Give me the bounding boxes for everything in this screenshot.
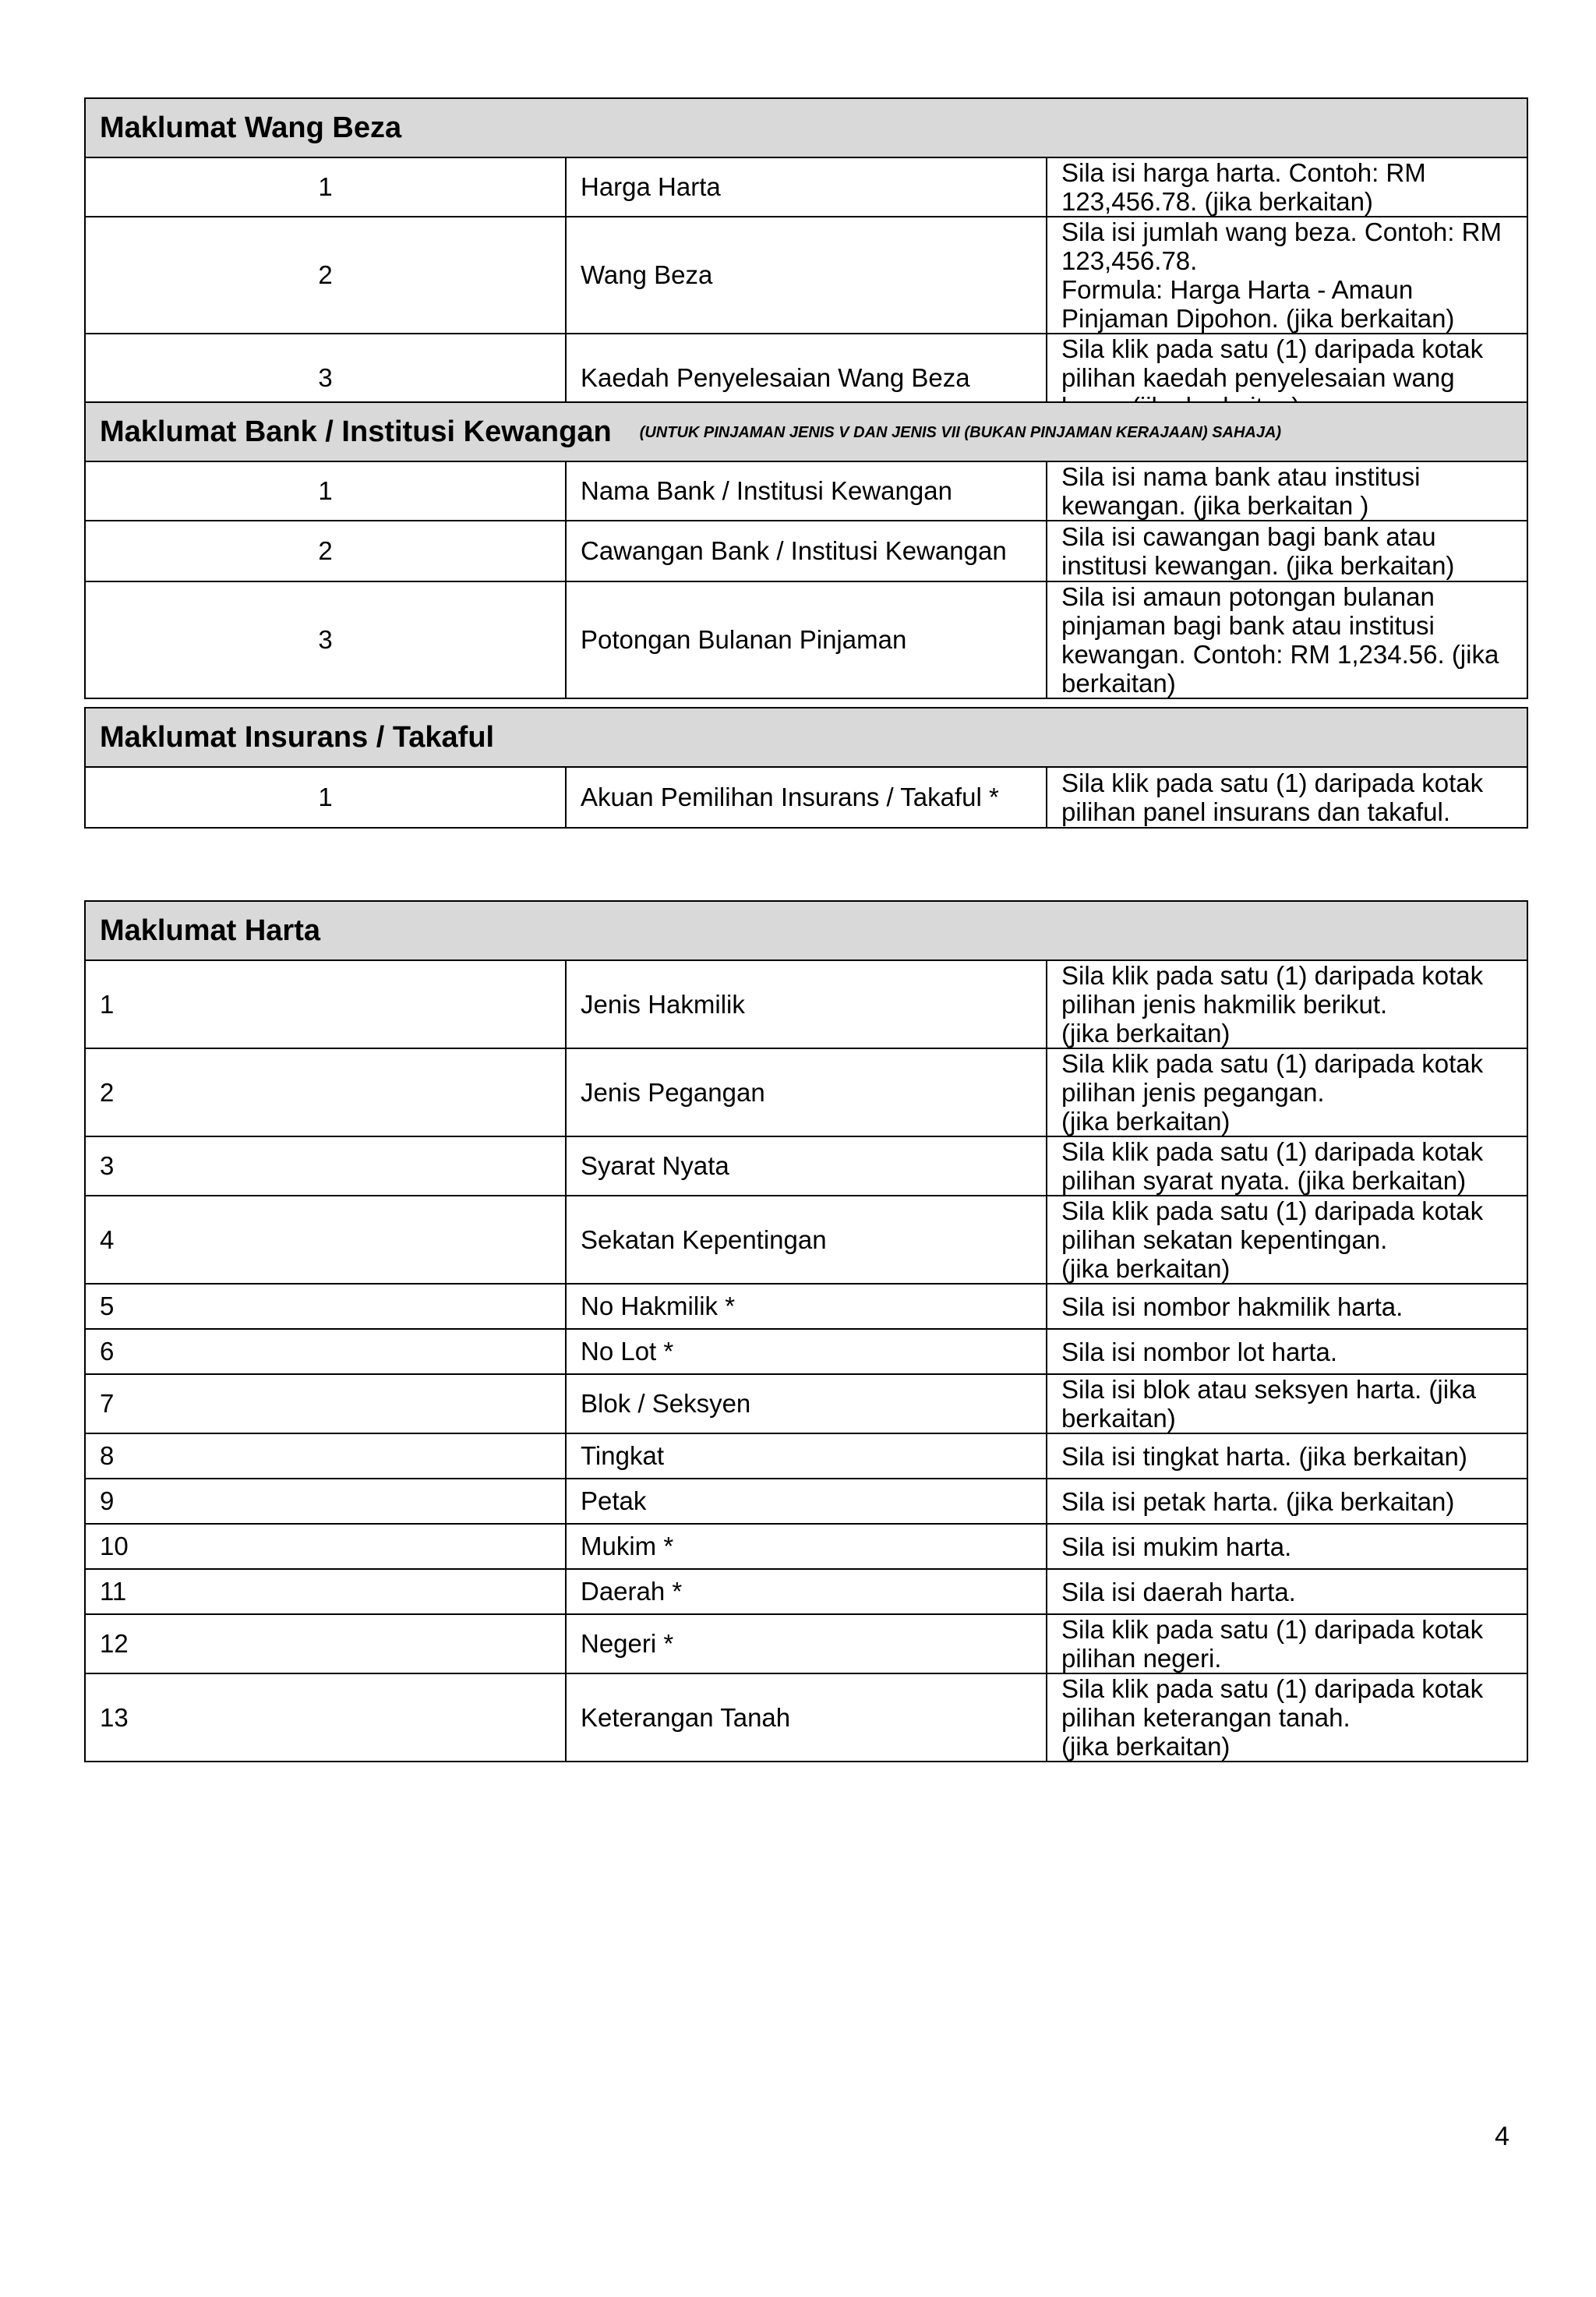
table-row xyxy=(85,1614,1527,1673)
row-label: Jenis Hakmilik xyxy=(566,960,1047,1048)
table-row xyxy=(85,1284,1527,1329)
row-number: 10 xyxy=(85,1524,566,1569)
table-row xyxy=(85,1374,1527,1433)
row-description xyxy=(1047,1196,1527,1284)
table-row xyxy=(85,767,1527,828)
table-row xyxy=(85,461,1527,521)
description-line: (jika berkaitan) xyxy=(1061,1254,1231,1283)
description-line: (jika berkaitan) xyxy=(1061,1732,1231,1761)
row-number: 4 xyxy=(85,1196,566,1284)
row-description xyxy=(1047,960,1527,1048)
row-number: 1 xyxy=(85,461,566,521)
table-row xyxy=(85,1136,1527,1196)
table-row xyxy=(85,157,1527,217)
bank-table xyxy=(84,401,1528,699)
description-line: Sila klik pada satu (1) daripada kotak pilihan keterangan tanah. xyxy=(1061,1674,1484,1732)
row-number: 8 xyxy=(85,1433,566,1479)
row-description: Sila isi tingkat harta. (jika berkaitan) xyxy=(1047,1433,1527,1479)
row-label: Sekatan Kepentingan xyxy=(566,1196,1047,1284)
row-label: Kaedah Penyelesaian Wang Beza xyxy=(566,334,1047,422)
row-label: Keterangan Tanah xyxy=(566,1673,1047,1762)
row-label: Jenis Pegangan xyxy=(566,1048,1047,1136)
row-description: Sila klik pada satu (1) daripada kotak pilihan syarat nyata. (jika berkaitan) xyxy=(1047,1136,1527,1196)
section-title-text: Maklumat Bank / Institusi Kewangan xyxy=(100,415,612,448)
row-number: 6 xyxy=(85,1329,566,1374)
row-description xyxy=(1047,1048,1527,1136)
row-label: Negeri * xyxy=(566,1614,1047,1673)
row-number: 11 xyxy=(85,1569,566,1614)
page-number: 4 xyxy=(1495,2122,1509,2151)
row-description: Sila isi nombor lot harta. xyxy=(1047,1329,1527,1374)
table-row xyxy=(85,1479,1527,1524)
row-label: Mukim * xyxy=(566,1524,1047,1569)
section-title: Maklumat Insurans / Takaful xyxy=(85,708,1527,767)
row-description: Sila klik pada satu (1) daripada kotak pilihan negeri. xyxy=(1047,1614,1527,1673)
row-number: 3 xyxy=(85,334,566,422)
row-label: Nama Bank / Institusi Kewangan xyxy=(566,461,1047,521)
row-label: Potongan Bulanan Pinjaman xyxy=(566,581,1047,698)
description-line: (jika berkaitan) xyxy=(1061,1019,1231,1048)
row-number: 13 xyxy=(85,1673,566,1762)
row-description: Sila klik pada satu (1) daripada kotak pilihan kaedah penyelesaian wang xyxy=(1047,334,1527,422)
row-number: 2 xyxy=(85,521,566,581)
table-row xyxy=(85,521,1527,581)
wang-beza-table xyxy=(84,97,1528,422)
row-number: 7 xyxy=(85,1374,566,1433)
row-label: No Lot * xyxy=(566,1329,1047,1374)
section-insurans xyxy=(84,707,1528,829)
row-label: Blok / Seksyen xyxy=(566,1374,1047,1433)
row-description: Sila isi amaun potongan bulanan pinjaman bagi bank atau institusi kewangan. Contoh: RM 1,234.56. (jika berkaitan) xyxy=(1047,581,1527,698)
table-row xyxy=(85,1524,1527,1569)
row-number: 1 xyxy=(85,960,566,1048)
section-bank xyxy=(84,401,1528,699)
row-label: Syarat Nyata xyxy=(566,1136,1047,1196)
row-number: 1 xyxy=(85,157,566,217)
row-number: 2 xyxy=(85,217,566,334)
row-description: Sila isi cawangan bagi bank atau institusi kewangan. (jika berkaitan) xyxy=(1047,521,1527,581)
table-row xyxy=(85,581,1527,698)
row-number: 3 xyxy=(85,1136,566,1196)
table-row xyxy=(85,960,1527,1048)
description-line: Formula: Harga Harta - Amaun Pinjaman Dipohon. (jika berkaitan) xyxy=(1061,275,1455,333)
description-line: Sila klik pada satu (1) daripada kotak pilihan sekatan kepentingan. xyxy=(1061,1196,1484,1254)
table-row xyxy=(85,1673,1527,1762)
row-description: Sila isi daerah harta. xyxy=(1047,1569,1527,1614)
description-line: (jika berkaitan) xyxy=(1061,1107,1231,1136)
row-description: Sila isi blok atau seksyen harta. (jika berkaitan) xyxy=(1047,1374,1527,1433)
description-line: Sila klik pada satu (1) daripada kotak pilihan jenis hakmilik berikut. xyxy=(1061,961,1484,1019)
row-label: Daerah * xyxy=(566,1569,1047,1614)
section-wang-beza xyxy=(84,97,1528,422)
row-number: 1 xyxy=(85,767,566,828)
section-title: Maklumat Wang Beza xyxy=(85,98,1527,157)
row-description: Sila isi nombor hakmilik harta. xyxy=(1047,1284,1527,1329)
row-label: Tingkat xyxy=(566,1433,1047,1479)
insurans-table xyxy=(84,707,1528,829)
row-number: 12 xyxy=(85,1614,566,1673)
table-row xyxy=(85,1569,1527,1614)
row-label: Harga Harta xyxy=(566,157,1047,217)
row-label: Cawangan Bank / Institusi Kewangan xyxy=(566,521,1047,581)
row-description: Sila klik pada satu (1) daripada kotak pilihan panel insurans dan takaful. xyxy=(1047,767,1527,828)
section-title: Maklumat Harta xyxy=(85,901,1527,960)
description-line: Sila klik pada satu (1) daripada kotak pilihan jenis pegangan. xyxy=(1061,1049,1484,1107)
table-row xyxy=(85,1196,1527,1284)
row-number: 9 xyxy=(85,1479,566,1524)
section-harta xyxy=(84,900,1528,1762)
row-description: Sila isi petak harta. (jika berkaitan) xyxy=(1047,1479,1527,1524)
row-number: 3 xyxy=(85,581,566,698)
row-description xyxy=(1047,1673,1527,1762)
table-row xyxy=(85,1433,1527,1479)
table-row xyxy=(85,1329,1527,1374)
row-description: Sila isi mukim harta. xyxy=(1047,1524,1527,1569)
row-description xyxy=(1047,217,1527,334)
row-label: Petak xyxy=(566,1479,1047,1524)
description-line: Sila isi jumlah wang beza. Contoh: RM 123,456.78. xyxy=(1061,217,1502,275)
row-label: No Hakmilik * xyxy=(566,1284,1047,1329)
harta-table xyxy=(84,900,1528,1762)
table-row xyxy=(85,217,1527,334)
table-row xyxy=(85,1048,1527,1136)
row-number: 5 xyxy=(85,1284,566,1329)
row-label: Akuan Pemilihan Insurans / Takaful * xyxy=(566,767,1047,828)
row-description: Sila isi harga harta. Contoh: RM 123,456.78. (jika berkaitan) xyxy=(1047,157,1527,217)
section-subtitle: (UNTUK PINJAMAN JENIS V DAN JENIS VII (BUKAN PINJAMAN KERAJAAN) SAHAJA) xyxy=(639,423,1282,441)
row-description: Sila isi nama bank atau institusi kewangan. (jika berkaitan ) xyxy=(1047,461,1527,521)
row-label: Wang Beza xyxy=(566,217,1047,334)
row-number: 2 xyxy=(85,1048,566,1136)
section-title xyxy=(85,402,1527,461)
